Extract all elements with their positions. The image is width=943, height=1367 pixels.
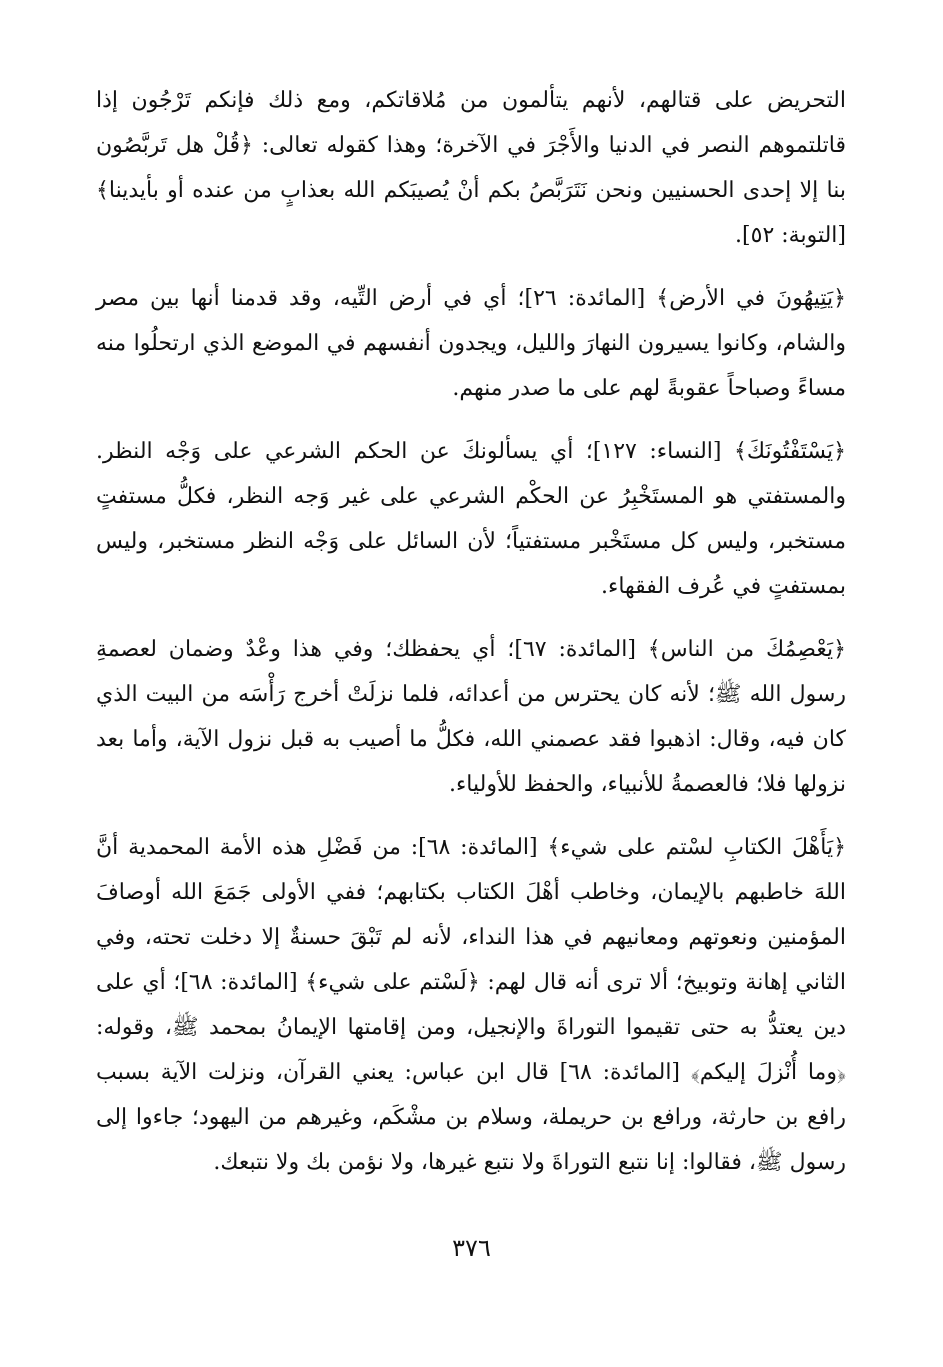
paragraph-taubah: التحريض على قتالهم، لأنهم يتألمون من مُلاقاتكم، ومع ذلك فإنكم تَرْجُون إذا قاتلتموهم النصر في الدنيا والأَجْرَ في الآخرة؛ وهذا كقوله تعالى: ﴿قُلْ هل تَربَّصُون بنا إلا إحدى الحسنيين ونحن نَتَرَبَّصُ بكم أنْ يُصيبَكم الله بعذابٍ من عنده أو بأيدينا﴾ [التوبة: ٥٢]. [96, 88, 847, 248]
paragraph-yastaftunak: ﴿يَسْتَفْتُونَكَ﴾ [النساء: ١٢٧]؛ أي يسألونكَ عن الحكم الشرعي على وَجْه النظر. والمستفتي هو المستَخْبِرُ عن الحكْم الشرعي على غير وَجه النظر، فكلُّ مستفتٍ مستخبر، وليس كل مستَخْبر مستفتياً؛ لأن السائل على وَجْه النظر مستخبر، وليس بمستفتٍ في عُرف الفقهاء. [96, 439, 846, 599]
page-number: ٣٧٦ [452, 1234, 491, 1262]
paragraph-ahl-al-kitab: ﴿يَأَهْلَ الكتابِ لسْتم على شيء﴾ [المائدة: ٦٨]: من فَضْلِ هذه الأمة المحمدية أنَّ اللهَ خاطبهم بالإيمان، وخاطب أهْلَ الكتاب بكتابهم؛ ففي الأولى جَمَعَ الله أوصافَ المؤمنين ونعوتهم ومعانيهم في هذا النداء، لأنه لم تَبْقَ حسنةٌ إلا دخلت تحته، وفي الثاني إهانة وتوبيخ؛ ألا ترى أنه قال لهم: ﴿لَسْتم على شيء﴾ [المائدة: ٦٨]؛ أي على دين يعتدُّ به حتى تقيموا التوراةَ والإنجيل، ومن إقامتها الإيمانُ بمحمد ﷺ، وقوله: ﴿وما أُنْزلَ إليكم﴾ [المائدة: ٦٨] قال ابن عباس: يعني القرآن، ونزلت الآية بسبب رافع بن حارثة، ورافع بن حريملة، وسلام بن مشْكَم، وغيرهم من اليهود؛ جاءوا إلى رسول ﷺ، فقالوا: إنا نتبع التوراةَ ولا نتبع غيرها، ولا نؤمن بك ولا نتبعك. [96, 835, 847, 1175]
page-body [96, 78, 846, 1203]
paragraph-yatihun: ﴿يَتِيهُونَ في الأرض﴾ [المائدة: ٢٦]؛ أي في أرض التِّيه، وقد قدمنا أنها بين مصر والشام، وكانوا يسيرون النهارَ والليل، ويجدون أنفسهم في الموضع الذي ارتحلُوا منه مساءً وصباحاً عقوبةً لهم على ما صدر منهم. [96, 286, 846, 401]
paragraph-yasimuk: ﴿يَعْصِمُكَ من الناس﴾ [المائدة: ٦٧]؛ أي يحفظك؛ وفي هذا وعْدٌ وضمان لعصمةِ رسول الله ﷺ؛ لأنه كان يحترس من أعدائه، فلما نزلَتْ أخرج رَأْسَه من البيت الذي كان فيه، وقال: اذهبوا فقد عصمني الله، فكلُّ ما أصيب به قبل نزول الآية، وأما بعد نزولها فلا؛ فالعصمةُ للأنبياء، والحفظ للأولياء. [96, 637, 847, 797]
